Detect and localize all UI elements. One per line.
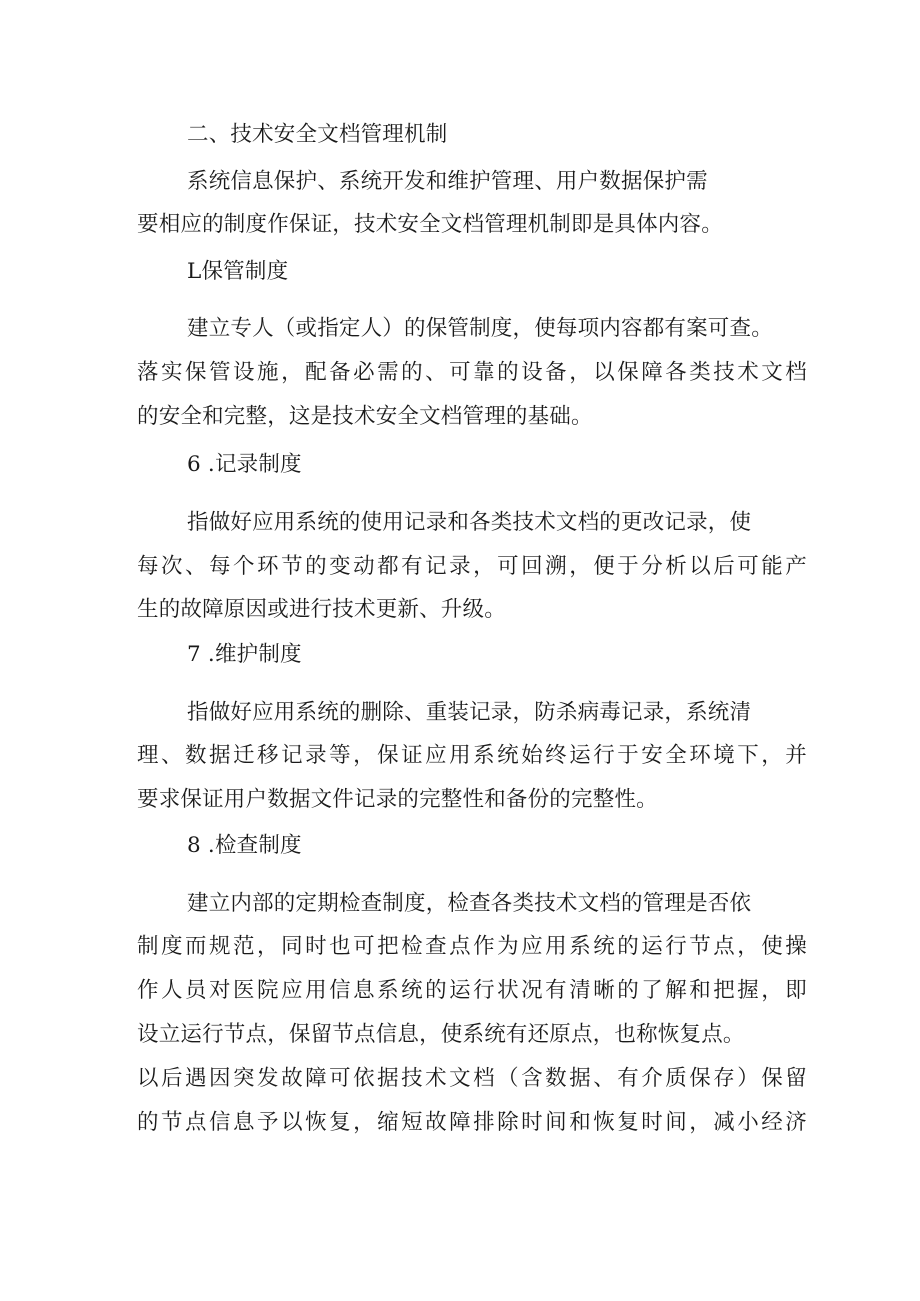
subsection-heading: L保管制度 — [187, 259, 289, 284]
paragraph-line: 要求保证用户数据文件记录的完整性和备份的完整性。 — [137, 787, 658, 812]
paragraph-line: 制度而规范，同时也可把检查点作为应用系统的运行节点，使操 — [137, 934, 807, 959]
paragraph-line: 指做好应用系统的删除、重装记录，防杀病毒记录，系统清 — [187, 700, 752, 725]
paragraph-line: 建立内部的定期检查制度，检查各类技术文档的管理是否依 — [187, 891, 752, 916]
paragraph-line: 以后遇因突发故障可依据技术文档（含数据、有介质保存）保留 — [137, 1066, 807, 1091]
paragraph-line: 建立专人（或指定人）的保管制度，使每项内容都有案可查。 — [187, 316, 773, 341]
paragraph-line: 作人员对医院应用信息系统的运行状况有清晰的了解和把握，即 — [137, 978, 807, 1003]
paragraph-line: 生的故障原因或进行技术更新、升级。 — [137, 597, 506, 622]
paragraph-line: 设立运行节点，保留节点信息，使系统有还原点，也称恢复点。 — [137, 1022, 745, 1047]
paragraph-line: 系统信息保护、系统开发和维护管理、用户数据保护需 — [187, 169, 708, 194]
subsection-heading: 6 .记录制度 — [187, 452, 302, 477]
subsection-heading: 8 .检查制度 — [187, 833, 302, 858]
paragraph-line: 要相应的制度作保证，技术安全文档管理机制即是具体内容。 — [137, 212, 723, 237]
paragraph-line: 的节点信息予以恢复，缩短故障排除时间和恢复时间，减小经济 — [137, 1110, 807, 1135]
paragraph-line: 的安全和完整，这是技术安全文档管理的基础。 — [137, 404, 593, 429]
subsection-heading: 7 .维护制度 — [187, 642, 302, 667]
section-heading: 二、技术安全文档管理机制 — [187, 122, 448, 147]
paragraph-line: 理、数据迁移记录等，保证应用系统始终运行于安全环境下，并 — [137, 743, 807, 768]
paragraph-line: 落实保管设施，配备必需的、可靠的设备，以保障各类技术文档 — [137, 360, 807, 385]
paragraph-line: 每次、每个环节的变动都有记录，可回溯，便于分析以后可能产 — [137, 554, 807, 579]
paragraph-line: 指做好应用系统的使用记录和各类技术文档的更改记录，使 — [187, 510, 752, 535]
